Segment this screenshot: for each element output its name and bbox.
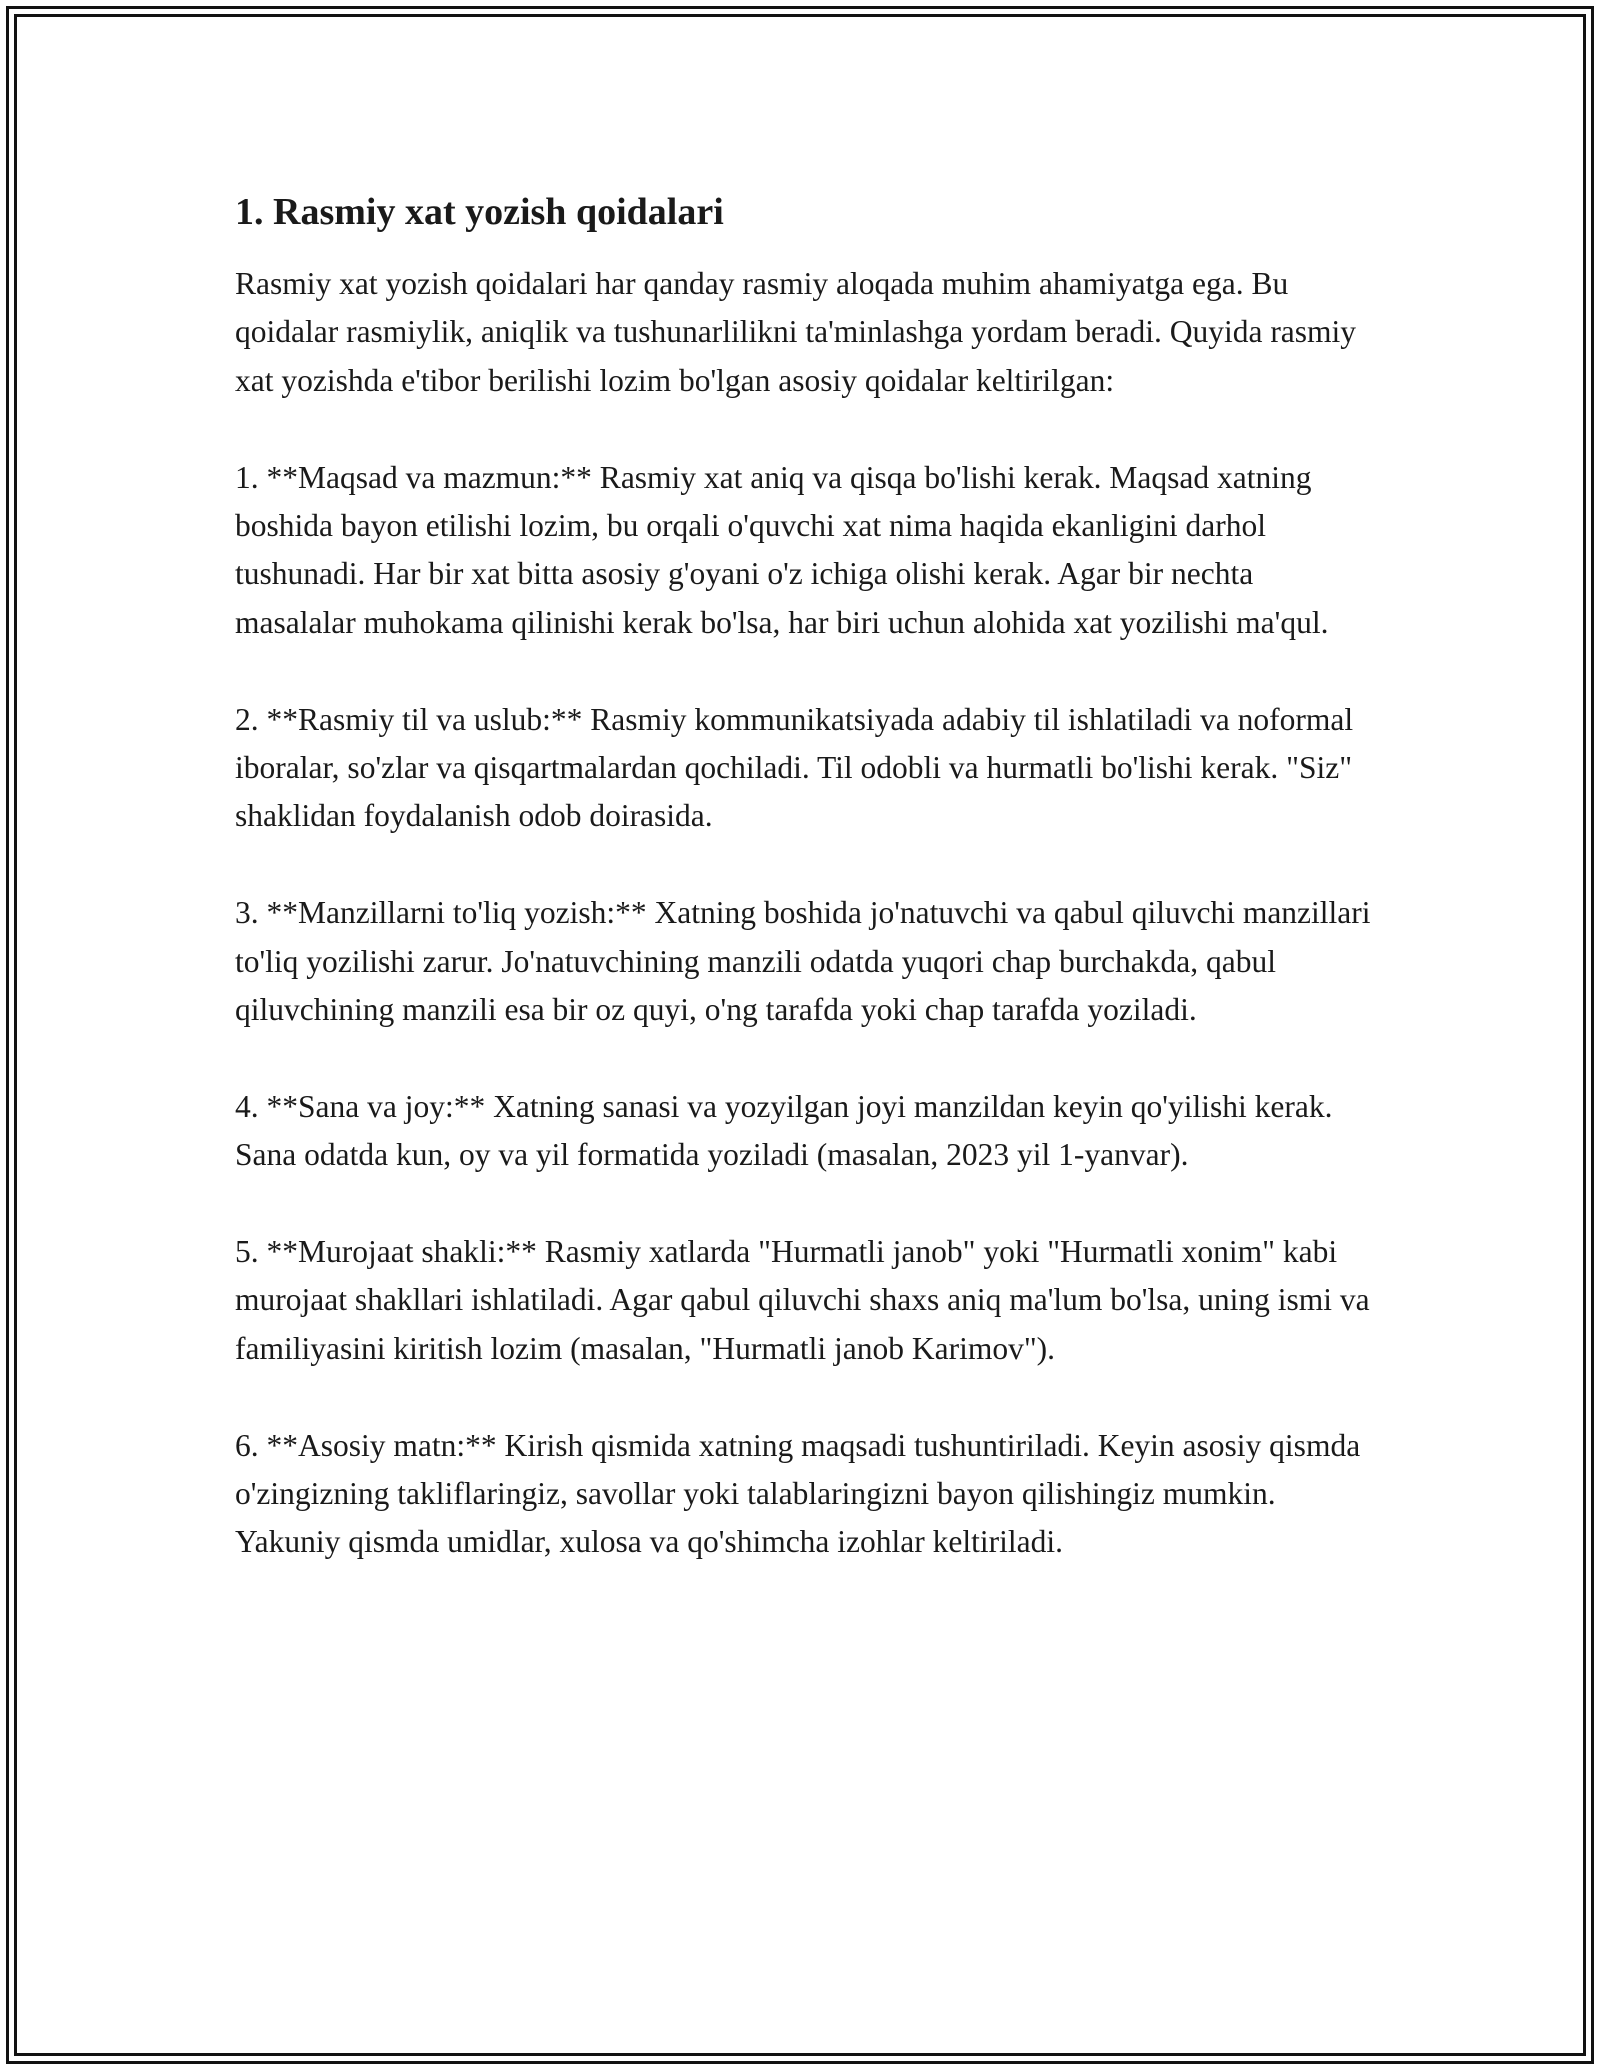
document-body: [235, 188, 1375, 1567]
rule-paragraph-2: 2. **Rasmiy til va uslub:** Rasmiy kommunikatsiyada adabiy til ishlatiladi va noformal iboralar, so'zlar va qisqartmalardan qochiladi. Til odobli va hurmatli bo'lishi kerak. "Siz" shaklidan foydalanish odob doirasida.: [235, 701, 1354, 834]
intro-paragraph: Rasmiy xat yozish qoidalari har qanday rasmiy aloqada muhim ahamiyatga ega. Bu qoidalar rasmiylik, aniqlik va tushunarlilikni ta'minlashga yordam beradi. Quyida rasmiy xat yozishda e'tibor berilishi lozim bo'lgan asosiy qoidalar keltirilgan:: [235, 266, 1357, 398]
rule-paragraph-5: 5. **Murojaat shakli:** Rasmiy xatlarda "Hurmatli janob" yoki "Hurmatli xonim" kabi murojaat shakllari ishlatiladi. Agar qabul qiluvchi shaxs aniq ma'lum bo'lsa, uning ismi va familiyasini kiritish lozim (masalan, "Hurmatli janob Karimov").: [235, 1234, 1370, 1366]
document-title: 1. Rasmiy xat yozish qoidalari: [235, 191, 724, 233]
rule-paragraph-1: 1. **Maqsad va mazmun:** Rasmiy xat aniq va qisqa bo'lishi kerak. Maqsad xatning boshida bayon etilishi lozim, bu orqali o'quvchi xat nima haqida ekanligini darhol tushunadi. Har bir xat bitta asosiy g'oyani o'z ichiga olishi kerak. Agar bir nechta masalalar muhokama qilinishi kerak bo'lsa, har biri uchun alohida xat yozilishi ma'qul.: [235, 459, 1329, 640]
rule-paragraph-6: 6. **Asosiy matn:** Kirish qismida xatning maqsadi tushuntiriladi. Keyin asosiy qismda o'zingizning takliflaringiz, savollar yoki talablaringizni bayon qilishingiz mumkin. Yakuniy qismda umidlar, xulosa va qo'shimcha izohlar keltiriladi.: [235, 1427, 1361, 1560]
rule-paragraph-3: 3. **Manzillarni to'liq yozish:** Xatning boshida jo'natuvchi va qabul qiluvchi manzillari to'liq yozilishi zarur. Jo'natuvchining manzili odatda yuqori chap burchakda, qabul qiluvchining manzili esa bir oz quyi, o'ng tarafda yoki chap tarafda yoziladi.: [235, 895, 1371, 1028]
rule-paragraph-4: 4. **Sana va joy:** Xatning sanasi va yozyilgan joyi manzildan keyin qo'yilishi kerak. Sana odatda kun, oy va yil formatida yoziladi (masalan, 2023 yil 1-yanvar).: [235, 1088, 1333, 1173]
